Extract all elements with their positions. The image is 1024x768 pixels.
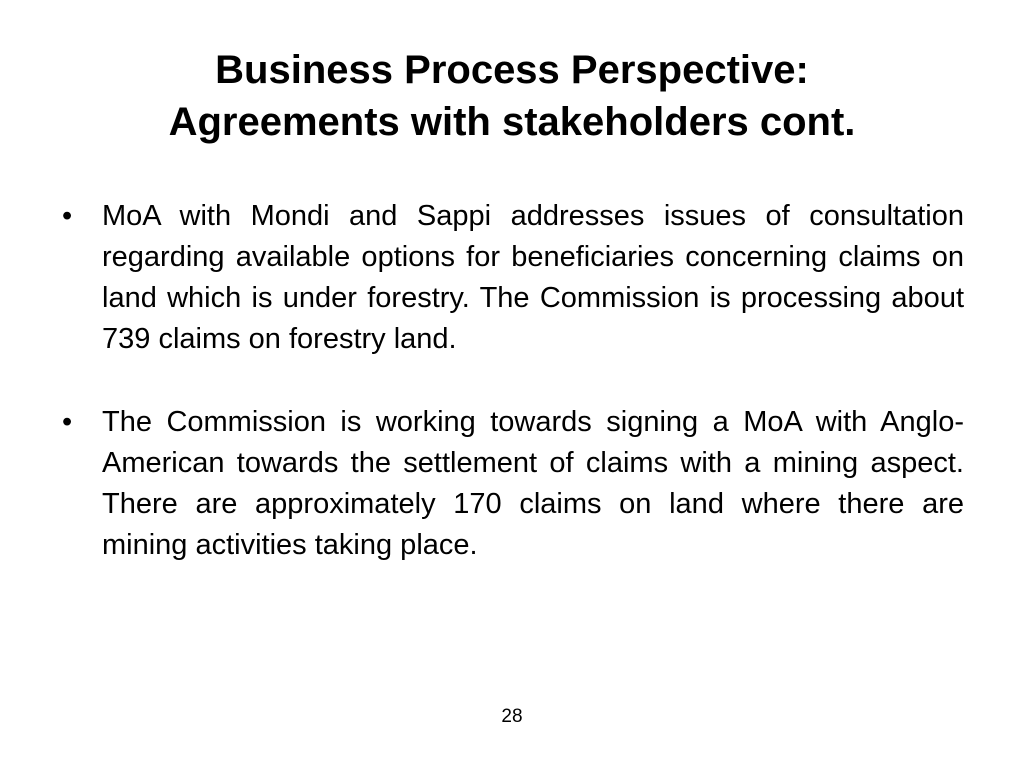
- slide-title-line-1: Business Process Perspective:: [215, 48, 809, 92]
- bullet-text: The Commission is working towards signing a MoA with Anglo-American towards the settlement of claims with a mining aspect. There are approximately 170 claims on land where there are mining activities taking place.: [102, 406, 964, 561]
- bullet-item: [62, 196, 964, 360]
- bullet-list: [62, 196, 964, 566]
- bullet-text: MoA with Mondi and Sappi addresses issues of consultation regarding available options for beneficiaries concerning claims on land which is under forestry. The Commission is processing about 739 claims on forestry land.: [102, 200, 964, 355]
- page-number: 28: [501, 706, 523, 727]
- slide-title-line-2: Agreements with stakeholders cont.: [168, 100, 856, 144]
- slide-title: [60, 44, 964, 148]
- bullet-item: [62, 402, 964, 566]
- bullet-icon: •: [62, 200, 73, 232]
- bullet-icon: •: [62, 406, 73, 438]
